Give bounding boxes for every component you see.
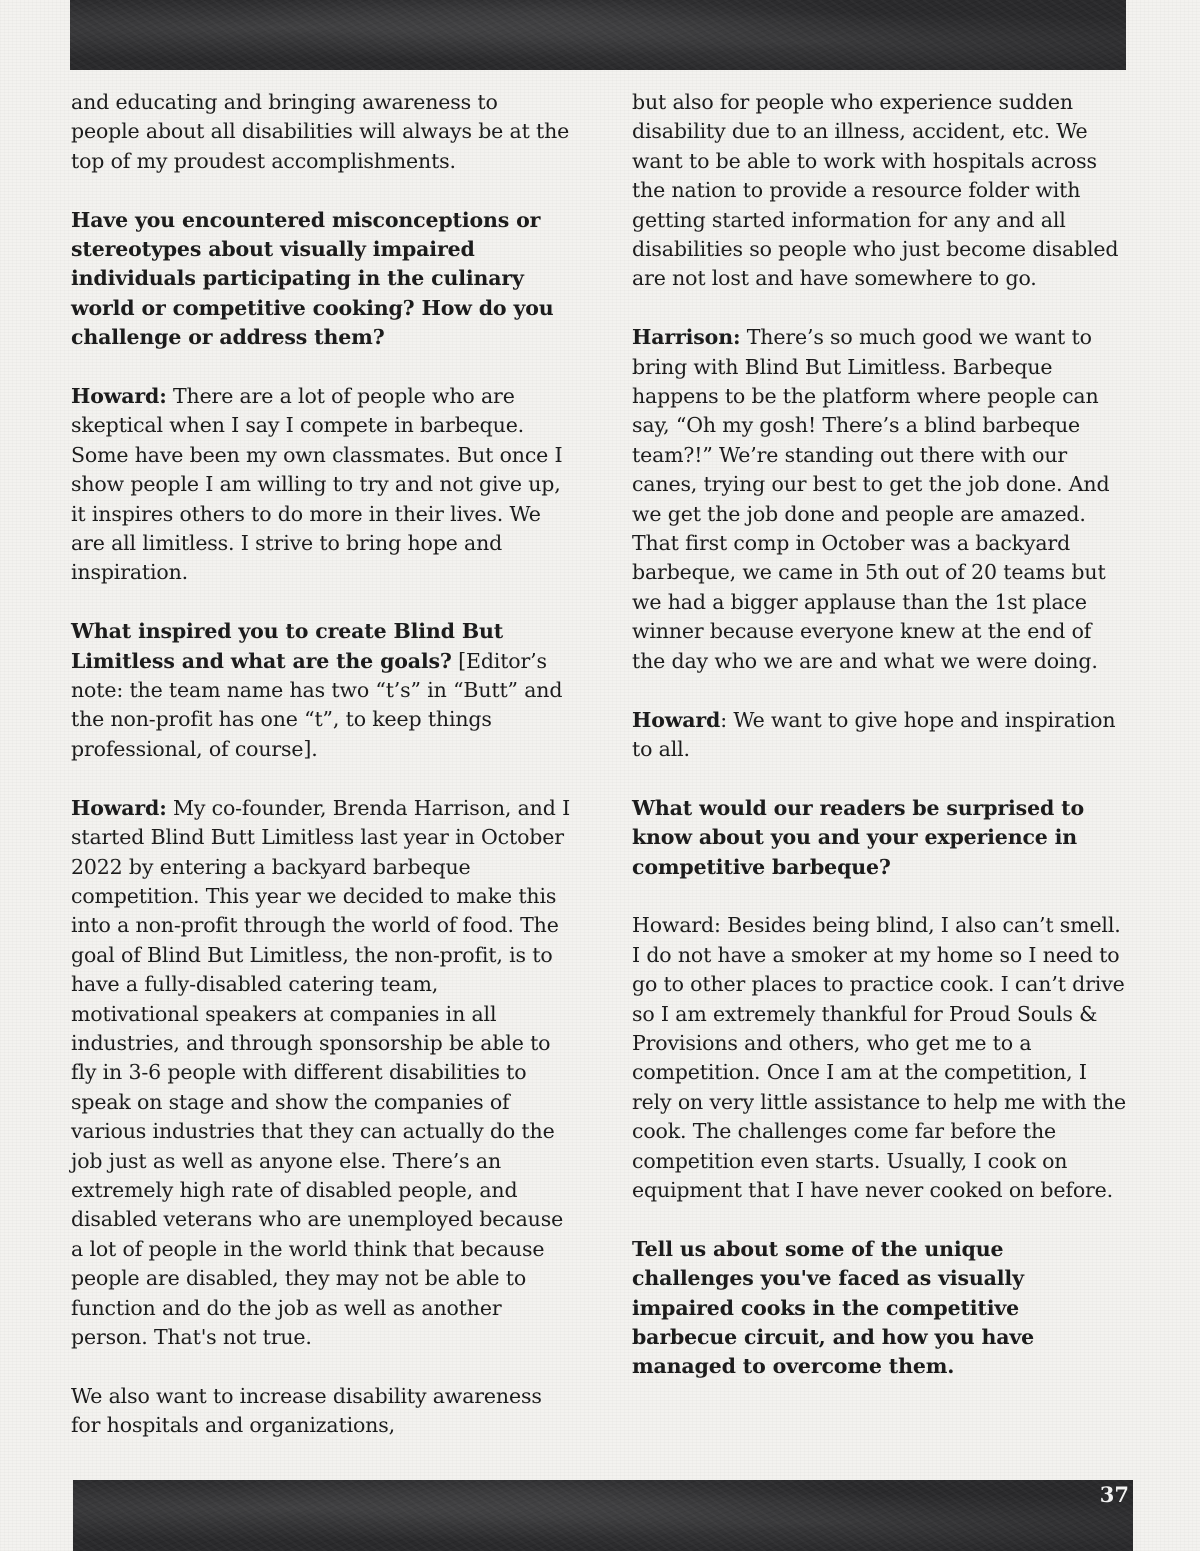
speaker-label: Howard (632, 707, 721, 732)
paragraph-intro: and educating and bringing awareness to people about all disabilities will always be at the top of my proudest accomplishments. (71, 90, 570, 173)
speaker-label: Howard: (71, 795, 167, 820)
answer-text: : We want to give hope and inspiration to all. (632, 707, 1116, 761)
page-number: 37 (1099, 1482, 1129, 1507)
speaker-label: Harrison: (632, 325, 741, 350)
left-column (71, 88, 571, 1441)
question-challenges: Tell us about some of the unique challenges you've faced as visually impaired cooks in the competitive barbecue circuit, and how you have managed to overcome them. (632, 1236, 1035, 1379)
question-text: What inspired you to create Blind But Limitless and what are the goals? (71, 619, 504, 673)
answer-howard-hope (632, 706, 1130, 765)
editor-note: [Editor’s note: the team name has two “t’s” in “Butt” and the non-profit has one “t”, to keep things professional, of course]. (71, 648, 563, 761)
question-inspiration (71, 617, 571, 764)
speaker-label: Howard: (71, 384, 167, 409)
answer-text: My co-founder, Brenda Harrison, and I started Blind Butt Limitless last year in October 2022 by entering a backyard barbeque competition. This year we decided to make this into a non-profit through the world of food. The goal of Blind But Limitless, the non-profit, is to have a fully-disabled catering team, motivational speakers at companies in all industries, and through sponsorship be able to fly in 3-6 people with different disabilities to speak on stage and show the companies of various industries that they can actually do the job just as well as anyone else. There’s an extremely high rate of disabled people, and disabled veterans who are unemployed because a lot of people in the world think that because people are disabled, they may not be able to function and do the job as well as another person. That's not true. (71, 795, 571, 1349)
answer-surprised: Howard: Besides being blind, I also can’t smell. I do not have a smoker at my home so I need to go to other places to practice cook. I can’t drive so I am extremely thankful for Proud Souls & Provisions and others, who get me to a competition. Once I am at the competition, I rely on very little assistance to help me with the cook. The challenges come far before the competition even starts. Usually, I cook on equipment that I have never cooked on before. (632, 913, 1127, 1202)
top-chalkboard-banner (70, 0, 1126, 70)
question-misconceptions: Have you encountered misconceptions or stereotypes about visually impaired individuals participating in the culinary world or competitive cooking? How do you challenge or address them? (71, 207, 554, 350)
paragraph-continued: but also for people who experience sudden disability due to an illness, accident, etc. We want to be able to work with hospitals across the nation to provide a resource folder with getting started information for any and all disabilities so people who just become disabled are not lost and have somewhere to go. (632, 90, 1119, 291)
bottom-chalkboard-banner (73, 1480, 1133, 1551)
answer-harrison (632, 323, 1130, 676)
answer-misconceptions (71, 382, 571, 588)
question-surprised: What would our readers be surprised to know about you and your experience in competitive barbeque? (632, 795, 1084, 879)
right-column (632, 88, 1130, 1382)
answer-text: There’s so much good we want to bring with Blind But Limitless. Barbeque happens to be the platform where people can say, “Oh my gosh! There’s a blind barbeque team?!” We’re standing out there with our canes, trying our best to get the job done. And we get the job done and people are amazed. That first comp in October was a backyard barbeque, we came in 5th out of 20 teams but we had a bigger applause than the 1st place winner because everyone knew at the end of the day who we are and what we were doing. (632, 325, 1110, 673)
answer-inspiration (71, 794, 571, 1353)
answer-text: There are a lot of people who are skeptical when I say I compete in barbeque. Some have been my own classmates. But once I show people I am willing to try and not give up, it inspires others to do more in their lives. We are all limitless. I strive to bring hope and inspiration. (71, 384, 563, 585)
paragraph-awareness: We also want to increase disability awareness for hospitals and organizations, (71, 1383, 542, 1438)
